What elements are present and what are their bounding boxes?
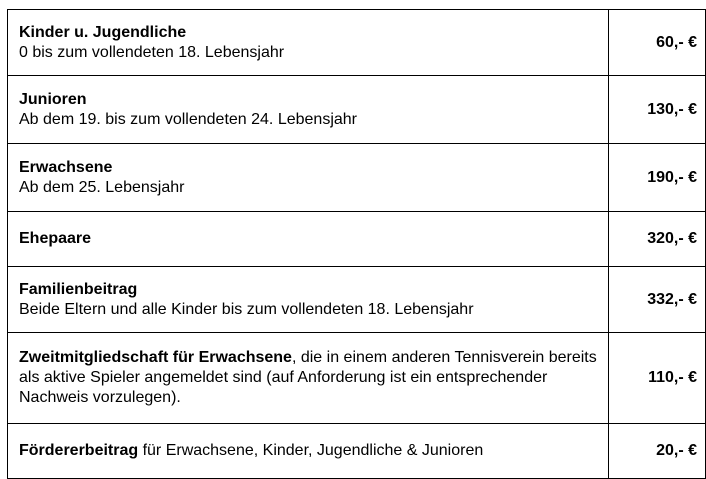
fee-category-subtitle: 0 bis zum vollendeten 18. Lebensjahr <box>19 43 285 61</box>
fee-price: 320,- € <box>609 212 706 267</box>
fee-category-subtitle: Ab dem 25. Lebensjahr <box>19 178 185 196</box>
fee-category-title: Zweitmitgliedschaft für Erwachsene <box>19 349 292 366</box>
fee-row-familienbeitrag <box>8 267 706 333</box>
fee-price: 110,- € <box>609 333 706 424</box>
fee-description <box>8 424 609 479</box>
fee-category-title: Ehepaare <box>19 230 92 247</box>
fee-description <box>8 212 609 267</box>
fee-category-text: , die in einem anderen Tennisverein bereits als aktive Spieler angemeldet sind (auf Anforderung ist ein entsprechender Nachweis vorzulegen). <box>19 349 597 406</box>
fee-category-title: Kinder u. Jugendliche <box>19 23 187 41</box>
fee-row-erwachsene <box>8 144 706 212</box>
fee-row-junioren <box>8 76 706 144</box>
fee-description <box>8 76 609 144</box>
fee-row-zweitmitgliedschaft <box>8 333 706 424</box>
fee-description <box>8 144 609 212</box>
fee-category-subtitle: Beide Eltern und alle Kinder bis zum vollendeten 18. Lebensjahr <box>19 300 474 318</box>
fee-category-title: Fördererbeitrag <box>19 442 139 459</box>
fee-description <box>8 10 609 76</box>
fee-category-subtitle: Ab dem 19. bis zum vollendeten 24. Lebensjahr <box>19 110 357 128</box>
membership-fee-table <box>7 9 706 479</box>
fee-price: 190,- € <box>609 144 706 212</box>
fee-price: 332,- € <box>609 267 706 333</box>
fee-row-ehepaare <box>8 212 706 267</box>
fee-price: 130,- € <box>609 76 706 144</box>
fee-description <box>8 333 609 424</box>
fee-row-foerdererbeitrag <box>8 424 706 479</box>
fee-category-title: Erwachsene <box>19 158 113 176</box>
fee-category-title: Junioren <box>19 90 87 108</box>
fee-description <box>8 267 609 333</box>
fee-row-kinder-jugendliche <box>8 10 706 76</box>
fee-category-text: für Erwachsene, Kinder, Jugendliche & Junioren <box>138 442 484 459</box>
fee-price: 60,- € <box>609 10 706 76</box>
fee-price: 20,- € <box>609 424 706 479</box>
fee-category-title: Familienbeitrag <box>19 280 138 298</box>
